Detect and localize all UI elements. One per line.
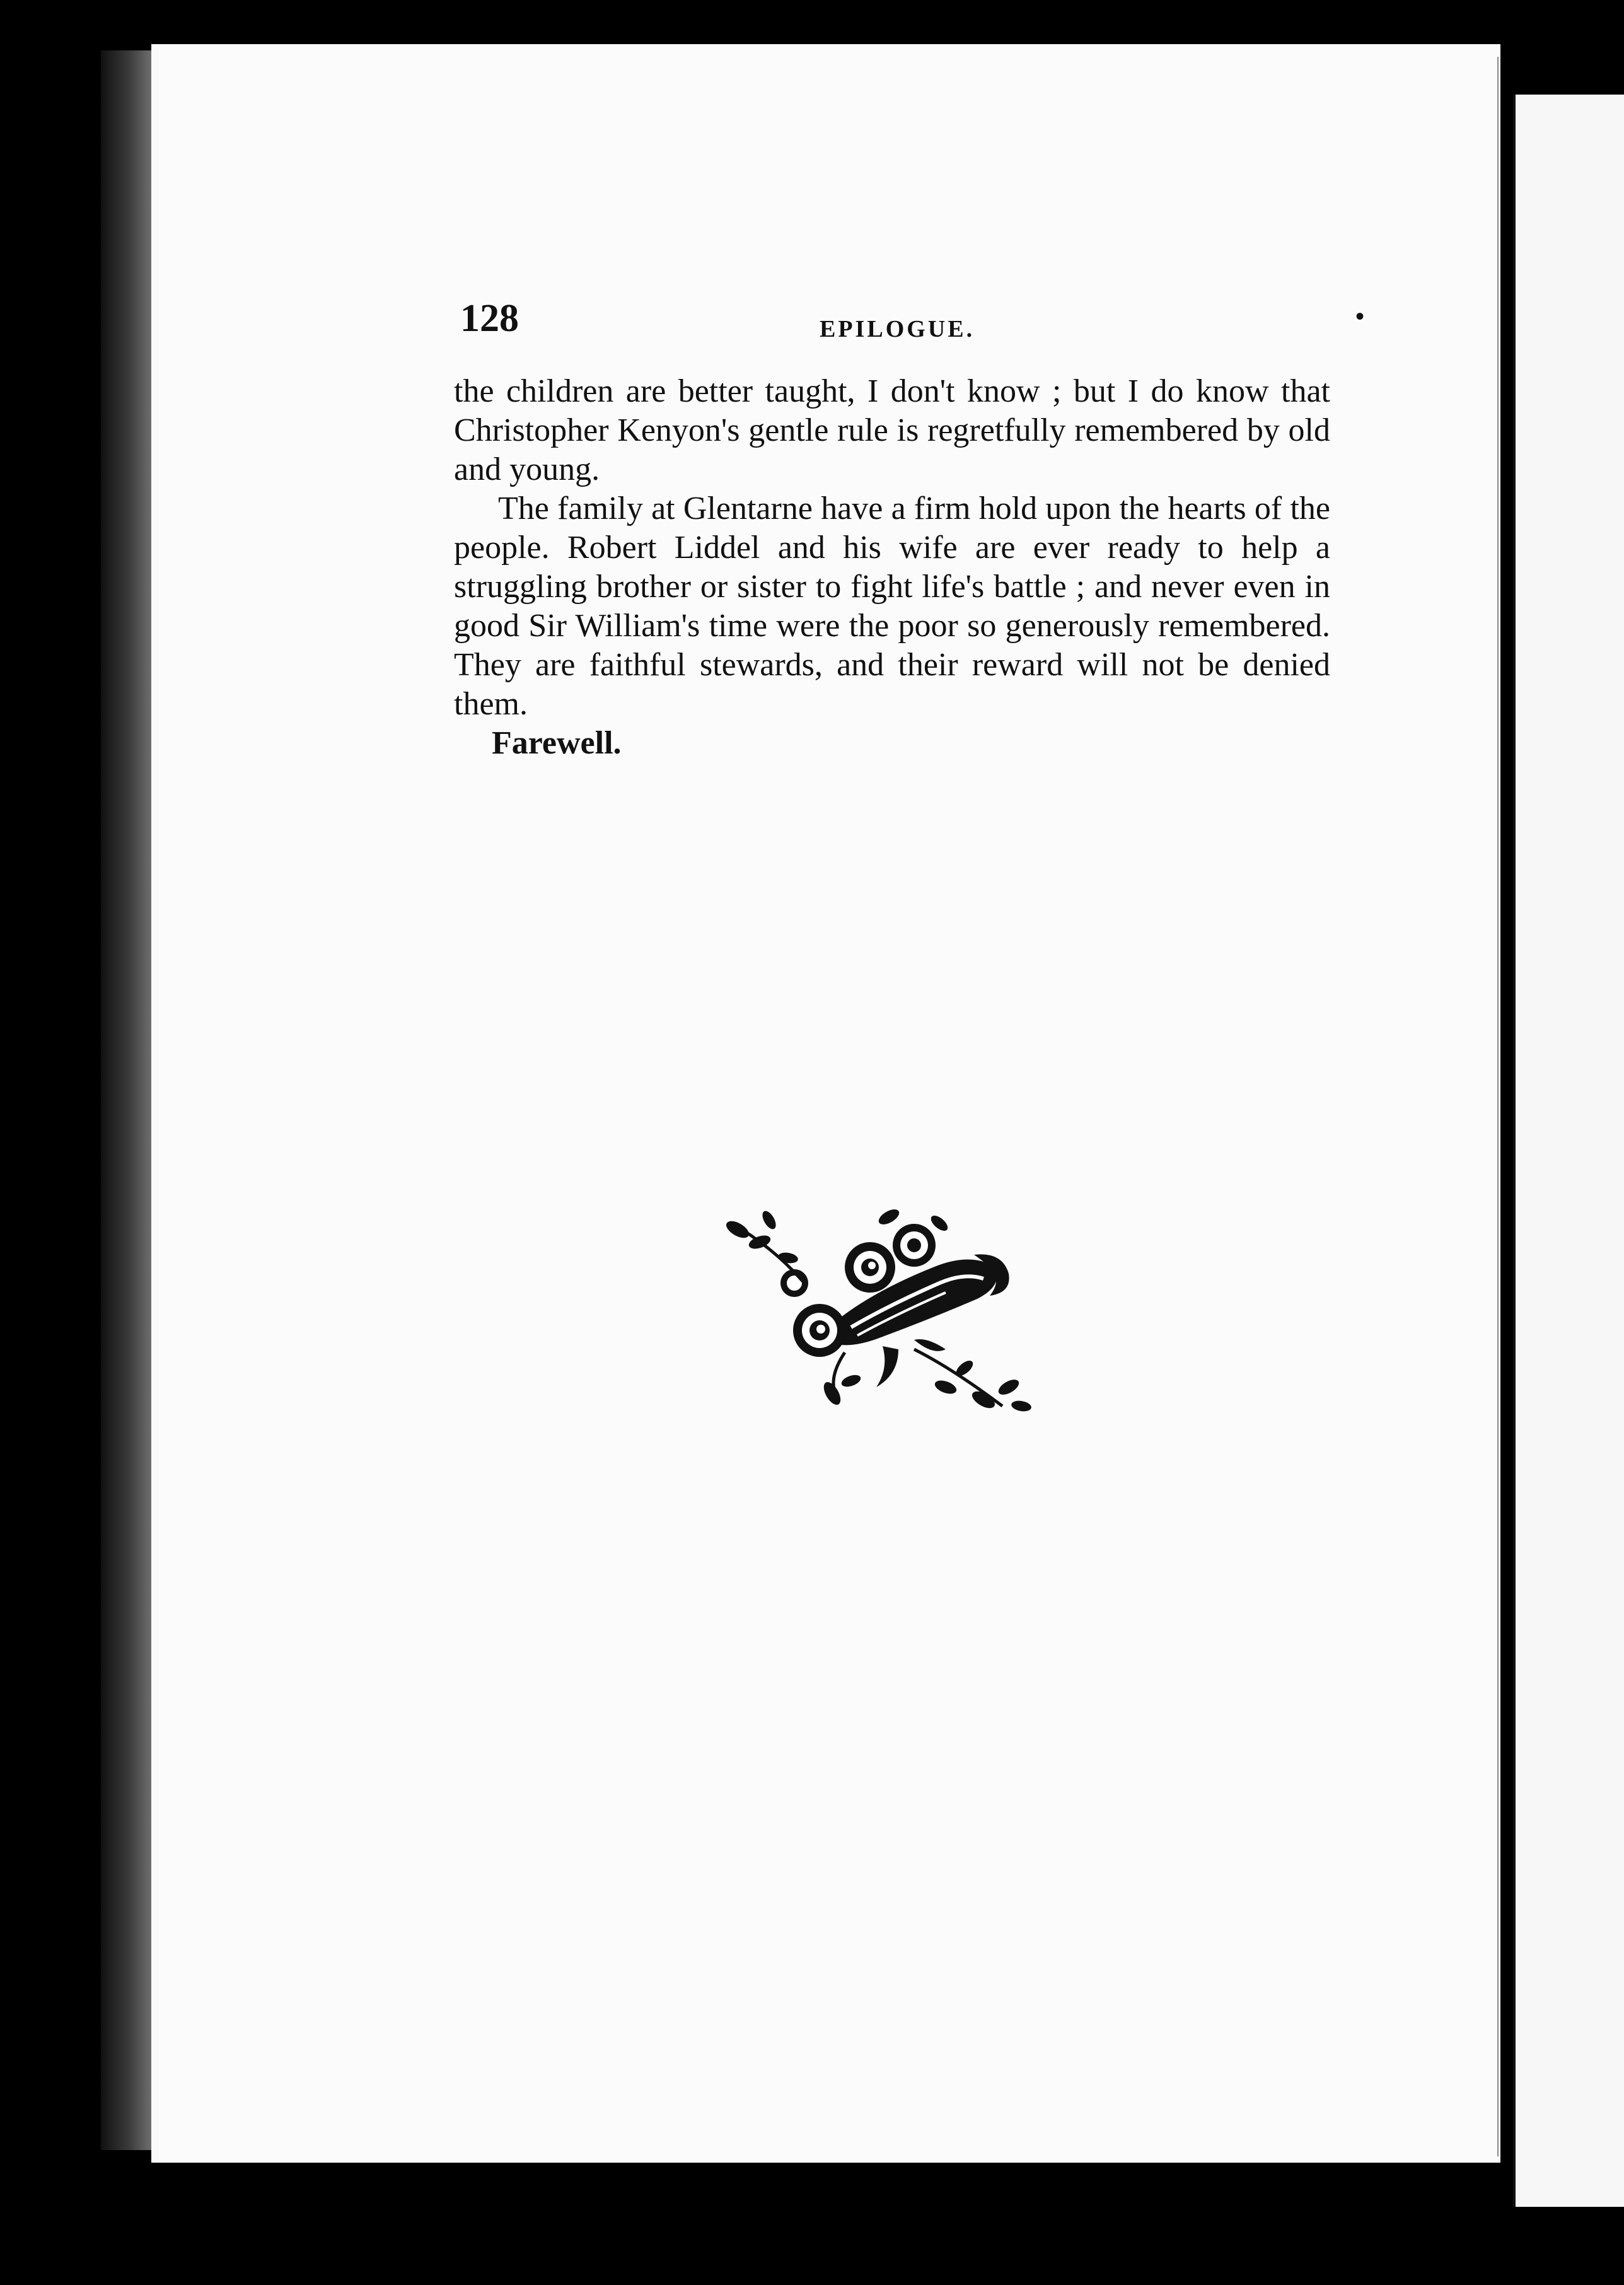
floral-scroll-vignette-icon: [725, 1198, 1040, 1412]
page-gutter-line: [1497, 57, 1499, 2156]
paragraph: the children are better taught, I don't know ; but I do know that Christopher Kenyon's gentle rule is regretfully remembered by old and young.: [454, 373, 1330, 487]
body-text: [454, 372, 1330, 763]
running-head: EPILOGUE.: [820, 316, 975, 342]
closing-line: Farewell.: [492, 725, 622, 761]
adjacent-page: [1513, 95, 1624, 2207]
book-page: [151, 44, 1500, 2163]
paragraph: The family at Glentarne have a firm hold upon the hearts of the people. Robert Liddel and his wife are ever ready to help a struggling brother or sister to fight life's battle ; and never even in good Sir William's time were the poor so generously remembered. They are faithful stewards, and their reward will not be denied them.: [454, 491, 1330, 722]
page-header: [460, 296, 1365, 353]
page-number: 128: [460, 297, 519, 340]
bullet-mark: •: [1355, 302, 1365, 330]
